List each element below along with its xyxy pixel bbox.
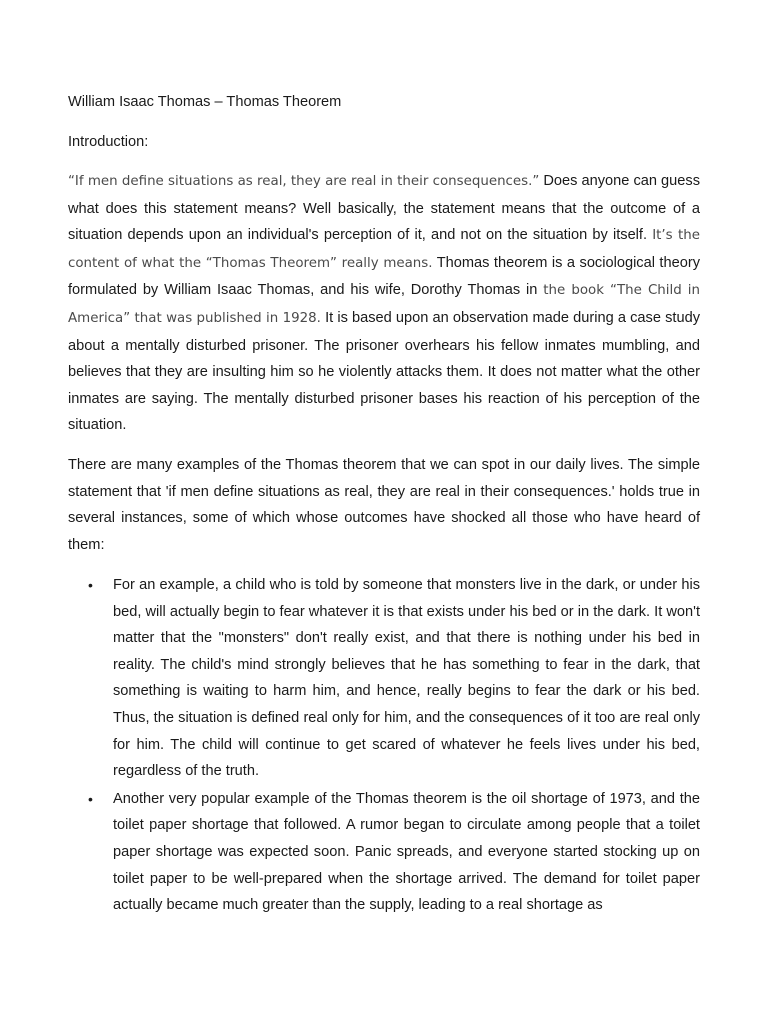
list-item [0,786,768,919]
list-item-text: Another very popular example of the Thomas theorem is the oil shortage of 1973, and the toilet paper shortage that followed. A rumor began to circulate among people that a toilet paper shortage was expected soon. Panic spreads, and everyone started stocking up on toilet paper to be well-prepared when the shortage arrived. The demand for toilet paper actually became much greater than the supply, leading to a real shortage as [113,790,700,914]
list-item-text: For an example, a child who is told by someone that monsters live in the dark, or under his bed, will actually begin to fear whatever it is that exists under his bed or in the dark. It won't matter that the "monsters" don't really exist, and that there is nothing under his bed in reality. The child's mind strongly believes that he has something to fear in the dark, that something is waiting to harm him, and hence, really begins to fear the dark or his bed. Thus, the situation is defined real only for him, and the consequences of it too are real only for him. The child will continue to get scared of whatever he feels lives under his bed, regardless of the truth. [113,577,700,780]
document-title: William Isaac Thomas – Thomas Theorem [68,94,342,110]
paragraph-text: Does anyone can guess what does this statement means? Well basically, the statement means that the outcome of a situation depends upon an individual's perception of it, and not on the situation by itself. [68,173,700,244]
introduction-paragraph [68,168,700,439]
paragraph-text: Thomas theorem is a sociological theory formulated by William Isaac Thomas, and his wife, Dorothy Thomas in [68,254,700,299]
paragraph-soft-text: It’s the content of what the “Thomas Theorem” really means. [68,228,700,271]
book-reference: the book “The Child in America” that was published in 1928. [68,283,700,326]
bullet-icon: • [88,577,93,593]
introduction-heading: Introduction: [68,134,149,150]
theorem-quote: “If men define situations as real, they are real in their consequences.” [68,174,540,189]
examples-list [0,572,768,920]
examples-paragraph: There are many examples of the Thomas theorem that we can spot in our daily lives. The simple statement that 'if men define situations as real, they are real in their consequences.' holds true in several instances, some of which whose outcomes have shocked all those who have heard of them: [68,457,700,553]
bullet-icon: • [88,790,93,807]
paragraph-text: It is based upon an observation made during a case study about a mentally disturbed prisoner. The prisoner overhears his fellow inmates mumbling, and believes that they are insulting him so he violently attacks them. It does not matter what the other inmates are saying. The mentally disturbed prisoner bases his reaction of his perception of the situation. [68,309,700,434]
list-item [0,572,768,785]
